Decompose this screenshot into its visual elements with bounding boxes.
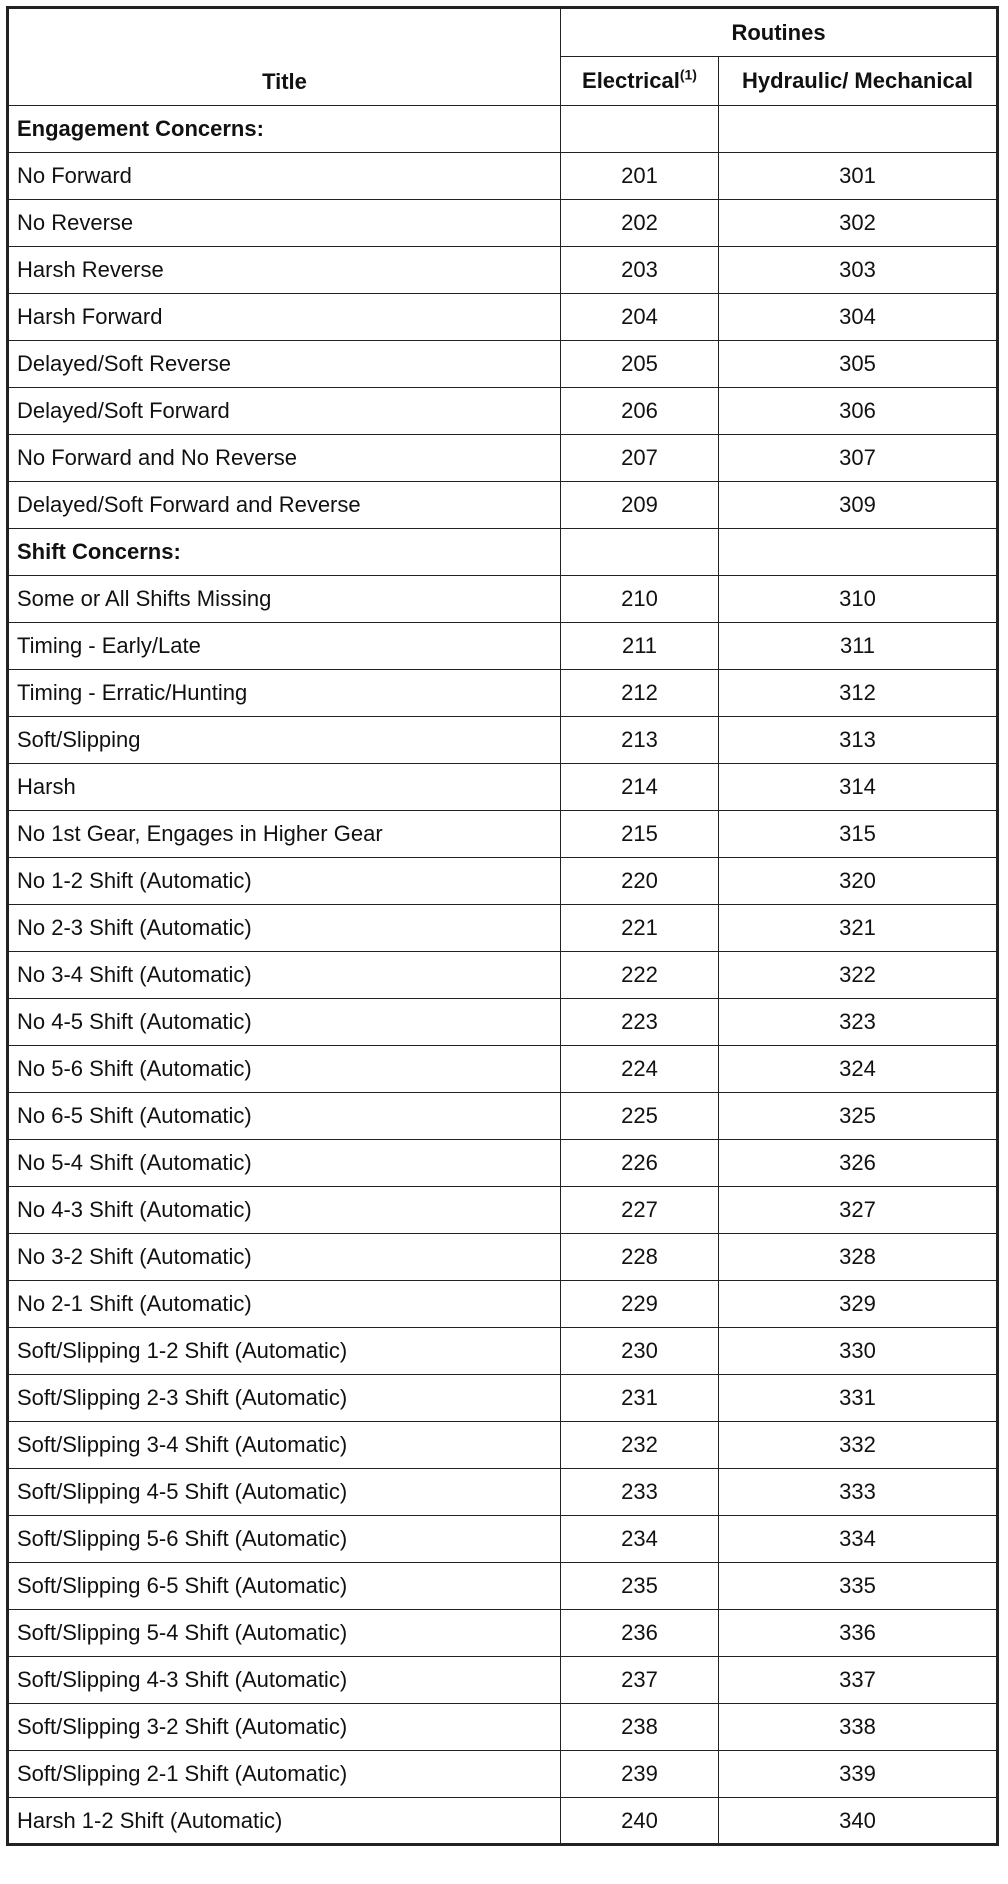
- table-row: [8, 1657, 998, 1704]
- hydraulic-routine-cell: 326: [719, 1140, 998, 1187]
- table-row: [8, 294, 998, 341]
- title-cell: Soft/Slipping 4-5 Shift (Automatic): [8, 1469, 561, 1516]
- electrical-routine-cell: 236: [561, 1610, 719, 1657]
- table-row: [8, 482, 998, 529]
- title-cell: No 2-3 Shift (Automatic): [8, 905, 561, 952]
- electrical-routine-cell: 212: [561, 670, 719, 717]
- table-row: [8, 1610, 998, 1657]
- table-row: [8, 388, 998, 435]
- hydraulic-routine-cell: [719, 529, 998, 576]
- electrical-routine-cell: 239: [561, 1751, 719, 1798]
- electrical-footnote-marker: (1): [679, 66, 697, 83]
- header-row-top: [8, 8, 998, 57]
- title-cell: No 3-4 Shift (Automatic): [8, 952, 561, 999]
- hydraulic-routine-cell: 338: [719, 1704, 998, 1751]
- section-row: [8, 106, 998, 153]
- table-row: [8, 1093, 998, 1140]
- electrical-routine-cell: 224: [561, 1046, 719, 1093]
- table-row: [8, 1281, 998, 1328]
- title-cell: Delayed/Soft Forward: [8, 388, 561, 435]
- hydraulic-routine-cell: 339: [719, 1751, 998, 1798]
- electrical-routine-cell: 237: [561, 1657, 719, 1704]
- title-cell: Soft/Slipping 2-3 Shift (Automatic): [8, 1375, 561, 1422]
- title-cell: No 6-5 Shift (Automatic): [8, 1093, 561, 1140]
- table-row: [8, 764, 998, 811]
- hydraulic-routine-cell: 307: [719, 435, 998, 482]
- hydraulic-routine-cell: 340: [719, 1798, 998, 1845]
- electrical-routine-cell: [561, 529, 719, 576]
- hydraulic-routine-cell: 302: [719, 200, 998, 247]
- electrical-routine-cell: 215: [561, 811, 719, 858]
- table-body: [8, 106, 998, 1845]
- hydraulic-routine-cell: 329: [719, 1281, 998, 1328]
- title-cell: No 2-1 Shift (Automatic): [8, 1281, 561, 1328]
- table-row: [8, 341, 998, 388]
- table-row: [8, 1516, 998, 1563]
- table-row: [8, 1046, 998, 1093]
- electrical-routine-cell: 223: [561, 999, 719, 1046]
- electrical-routine-cell: 221: [561, 905, 719, 952]
- electrical-routine-cell: [561, 106, 719, 153]
- table-row: [8, 1422, 998, 1469]
- hydraulic-routine-cell: 324: [719, 1046, 998, 1093]
- hydraulic-routine-cell: 330: [719, 1328, 998, 1375]
- hydraulic-routine-cell: 333: [719, 1469, 998, 1516]
- title-cell: No 5-6 Shift (Automatic): [8, 1046, 561, 1093]
- title-cell: Harsh Forward: [8, 294, 561, 341]
- title-cell: Delayed/Soft Reverse: [8, 341, 561, 388]
- table-row: [8, 1375, 998, 1422]
- table-row: [8, 811, 998, 858]
- electrical-routine-cell: 207: [561, 435, 719, 482]
- electrical-routine-cell: 231: [561, 1375, 719, 1422]
- hydraulic-routine-cell: 311: [719, 623, 998, 670]
- electrical-routine-cell: 204: [561, 294, 719, 341]
- electrical-routine-cell: 235: [561, 1563, 719, 1610]
- title-cell: No 1-2 Shift (Automatic): [8, 858, 561, 905]
- table-row: [8, 670, 998, 717]
- hydraulic-routine-cell: [719, 106, 998, 153]
- table-row: [8, 576, 998, 623]
- hydraulic-routine-cell: 322: [719, 952, 998, 999]
- title-cell: Harsh: [8, 764, 561, 811]
- hydraulic-column-header: Hydraulic/ Mechanical: [719, 57, 998, 106]
- electrical-routine-cell: 228: [561, 1234, 719, 1281]
- title-cell: No 1st Gear, Engages in Higher Gear: [8, 811, 561, 858]
- electrical-routine-cell: 226: [561, 1140, 719, 1187]
- hydraulic-routine-cell: 335: [719, 1563, 998, 1610]
- electrical-routine-cell: 222: [561, 952, 719, 999]
- table-row: [8, 952, 998, 999]
- hydraulic-routine-cell: 327: [719, 1187, 998, 1234]
- title-cell: No 3-2 Shift (Automatic): [8, 1234, 561, 1281]
- electrical-routine-cell: 214: [561, 764, 719, 811]
- table-row: [8, 200, 998, 247]
- table-row: [8, 999, 998, 1046]
- table-row: [8, 623, 998, 670]
- electrical-routine-cell: 230: [561, 1328, 719, 1375]
- title-cell: Harsh Reverse: [8, 247, 561, 294]
- hydraulic-routine-cell: 323: [719, 999, 998, 1046]
- electrical-routine-cell: 210: [561, 576, 719, 623]
- table-header: [8, 8, 998, 106]
- routines-column-group-header: Routines: [561, 8, 998, 57]
- electrical-routine-cell: 209: [561, 482, 719, 529]
- hydraulic-routine-cell: 312: [719, 670, 998, 717]
- electrical-routine-cell: 240: [561, 1798, 719, 1845]
- electrical-routine-cell: 238: [561, 1704, 719, 1751]
- table-row: [8, 1798, 998, 1845]
- title-cell: No 5-4 Shift (Automatic): [8, 1140, 561, 1187]
- hydraulic-routine-cell: 320: [719, 858, 998, 905]
- electrical-column-header: [561, 57, 719, 106]
- table-row: [8, 717, 998, 764]
- title-column-header: Title: [8, 8, 561, 106]
- hydraulic-routine-cell: 305: [719, 341, 998, 388]
- electrical-routine-cell: 229: [561, 1281, 719, 1328]
- table-row: [8, 1563, 998, 1610]
- hydraulic-routine-cell: 331: [719, 1375, 998, 1422]
- table-row: [8, 858, 998, 905]
- table-row: [8, 1469, 998, 1516]
- section-heading-cell: Engagement Concerns:: [8, 106, 561, 153]
- table-row: [8, 1704, 998, 1751]
- table-row: [8, 1187, 998, 1234]
- electrical-routine-cell: 225: [561, 1093, 719, 1140]
- table-row: [8, 153, 998, 200]
- table-row: [8, 1751, 998, 1798]
- title-cell: Soft/Slipping 6-5 Shift (Automatic): [8, 1563, 561, 1610]
- table-row: [8, 1328, 998, 1375]
- table-row: [8, 435, 998, 482]
- title-cell: Some or All Shifts Missing: [8, 576, 561, 623]
- title-cell: Timing - Erratic/Hunting: [8, 670, 561, 717]
- hydraulic-routine-cell: 315: [719, 811, 998, 858]
- electrical-routine-cell: 234: [561, 1516, 719, 1563]
- electrical-routine-cell: 206: [561, 388, 719, 435]
- title-cell: No Reverse: [8, 200, 561, 247]
- hydraulic-routine-cell: 310: [719, 576, 998, 623]
- electrical-routine-cell: 201: [561, 153, 719, 200]
- hydraulic-routine-cell: 332: [719, 1422, 998, 1469]
- hydraulic-routine-cell: 303: [719, 247, 998, 294]
- hydraulic-routine-cell: 334: [719, 1516, 998, 1563]
- electrical-routine-cell: 233: [561, 1469, 719, 1516]
- electrical-routine-cell: 211: [561, 623, 719, 670]
- table-row: [8, 905, 998, 952]
- electrical-routine-cell: 213: [561, 717, 719, 764]
- hydraulic-routine-cell: 301: [719, 153, 998, 200]
- title-cell: No 4-3 Shift (Automatic): [8, 1187, 561, 1234]
- electrical-routine-cell: 205: [561, 341, 719, 388]
- electrical-routine-cell: 227: [561, 1187, 719, 1234]
- title-cell: Soft/Slipping 3-4 Shift (Automatic): [8, 1422, 561, 1469]
- table-row: [8, 1234, 998, 1281]
- hydraulic-routine-cell: 321: [719, 905, 998, 952]
- electrical-header-label: Electrical: [582, 68, 680, 93]
- title-cell: Soft/Slipping 3-2 Shift (Automatic): [8, 1704, 561, 1751]
- hydraulic-routine-cell: 314: [719, 764, 998, 811]
- title-cell: Soft/Slipping 4-3 Shift (Automatic): [8, 1657, 561, 1704]
- title-cell: No Forward and No Reverse: [8, 435, 561, 482]
- electrical-routine-cell: 232: [561, 1422, 719, 1469]
- title-cell: Soft/Slipping 1-2 Shift (Automatic): [8, 1328, 561, 1375]
- hydraulic-routine-cell: 337: [719, 1657, 998, 1704]
- hydraulic-routine-cell: 306: [719, 388, 998, 435]
- electrical-routine-cell: 203: [561, 247, 719, 294]
- table-row: [8, 1140, 998, 1187]
- electrical-routine-cell: 220: [561, 858, 719, 905]
- hydraulic-routine-cell: 328: [719, 1234, 998, 1281]
- hydraulic-routine-cell: 309: [719, 482, 998, 529]
- electrical-routine-cell: 202: [561, 200, 719, 247]
- title-cell: No Forward: [8, 153, 561, 200]
- title-cell: Soft/Slipping: [8, 717, 561, 764]
- title-cell: No 4-5 Shift (Automatic): [8, 999, 561, 1046]
- section-row: [8, 529, 998, 576]
- hydraulic-routine-cell: 313: [719, 717, 998, 764]
- title-cell: Harsh 1-2 Shift (Automatic): [8, 1798, 561, 1845]
- hydraulic-routine-cell: 325: [719, 1093, 998, 1140]
- title-cell: Delayed/Soft Forward and Reverse: [8, 482, 561, 529]
- title-cell: Timing - Early/Late: [8, 623, 561, 670]
- routines-table: [6, 6, 999, 1846]
- title-cell: Soft/Slipping 2-1 Shift (Automatic): [8, 1751, 561, 1798]
- title-cell: Soft/Slipping 5-4 Shift (Automatic): [8, 1610, 561, 1657]
- title-cell: Soft/Slipping 5-6 Shift (Automatic): [8, 1516, 561, 1563]
- hydraulic-routine-cell: 336: [719, 1610, 998, 1657]
- hydraulic-routine-cell: 304: [719, 294, 998, 341]
- table-row: [8, 247, 998, 294]
- routines-table-container: [6, 6, 999, 1846]
- section-heading-cell: Shift Concerns:: [8, 529, 561, 576]
